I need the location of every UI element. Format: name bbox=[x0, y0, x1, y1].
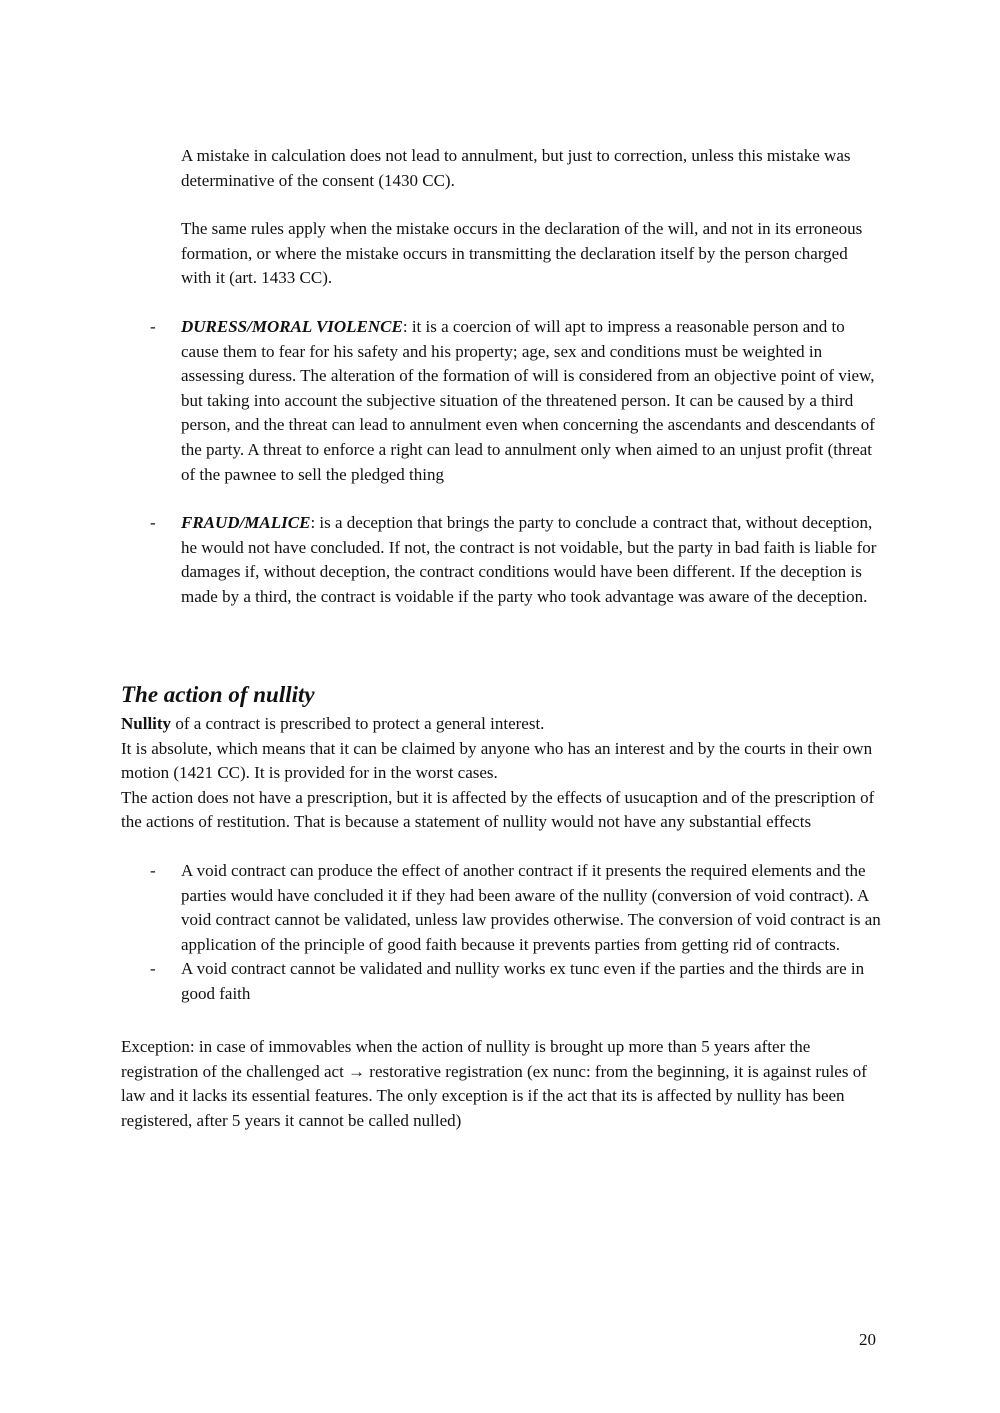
nullity-bold-term: Nullity bbox=[121, 714, 172, 733]
page-number: 20 bbox=[859, 1330, 876, 1349]
duress-text bbox=[181, 315, 881, 487]
ex-tunc-paragraph: A void contract cannot be validated and nullity works ex tunc even if the parties and the thirds are in good faith bbox=[181, 959, 865, 1003]
fraud-text bbox=[181, 511, 881, 609]
calculation-mistake-paragraph: A mistake in calculation does not lead to annulment, but just to correction, unless this mistake was determinative of the consent (1430 CC). bbox=[181, 146, 851, 190]
list-item bbox=[150, 859, 881, 957]
list-item bbox=[150, 957, 881, 1006]
nullity-definition bbox=[121, 712, 881, 737]
nullity-intro bbox=[121, 712, 881, 835]
list-dash: - bbox=[150, 959, 156, 979]
exception-paragraph: Exception: in case of immovables when the action of nullity is brought up more than 5 years after the registration of the challenged act → restorative registration (ex nunc: from the beginning, it is against rules of law and it lacks its essential features. The only exception is if the act that its is affected by nullity has been registered, after 5 years it cannot be called nulled) bbox=[121, 1037, 867, 1130]
fraud-description: : is a deception that brings the party to conclude a contract that, without deception, he would not have concluded. If not, the contract is not voidable, but the party in bad faith is liable for damages if, without deception, the contract conditions would have been different. If the deception is made by a third, the contract is voidable if the party who took advantage was aware of the deception. bbox=[181, 513, 877, 606]
section-heading: The action of nullity bbox=[121, 682, 315, 707]
declaration-mistake-paragraph: The same rules apply when the mistake occurs in the declaration of the will, and not in its erroneous formation, or where the mistake occurs in transmitting the declaration itself by the person charged with it (art. 1433 CC). bbox=[181, 219, 863, 288]
list-dash: - bbox=[150, 317, 156, 336]
duress-term: DURESS/MORAL VIOLENCE bbox=[181, 317, 403, 336]
list-dash: - bbox=[150, 513, 156, 532]
nullity-definition-rest: of a contract is prescribed to protect a general interest. bbox=[171, 714, 545, 733]
list-dash: - bbox=[150, 861, 156, 880]
conversion-paragraph: A void contract can produce the effect of another contract if it presents the required elements and the parties would have concluded it if they had been aware of the nullity (conversion of void contract). A void contract cannot be validated, unless law provides otherwise. The conversion of void contract is an application of the principle of good faith because it prevents parties from getting rid of contracts. bbox=[181, 861, 881, 954]
absolute-nullity-paragraph: It is absolute, which means that it can be claimed by anyone who has an interest and by the courts in their own motion (1421 CC). It is provided for in the worst cases. bbox=[121, 738, 873, 783]
nullity-list bbox=[150, 859, 881, 1007]
prescription-paragraph: The action does not have a prescription, but it is affected by the effects of usucaption and of the prescription of the actions of restitution. That is because a statement of nullity would not have any substantial effects bbox=[121, 787, 875, 832]
duress-description: : it is a coercion of will apt to impress a reasonable person and to cause them to fear for his safety and his property; age, sex and conditions must be weighted in assessing duress. The alteration of the formation of will is considered from an objective point of view, but taking into account the subjective situation of the threatened person. It can be caused by a third person, and the threat can lead to annulment even when concerning the ascendants and descendants of the party. A threat to enforce a right can lead to annulment only when aimed to an unjust profit (threat of the pawnee to sell the pledged thing bbox=[181, 317, 875, 484]
fraud-term: FRAUD/MALICE bbox=[181, 513, 311, 532]
